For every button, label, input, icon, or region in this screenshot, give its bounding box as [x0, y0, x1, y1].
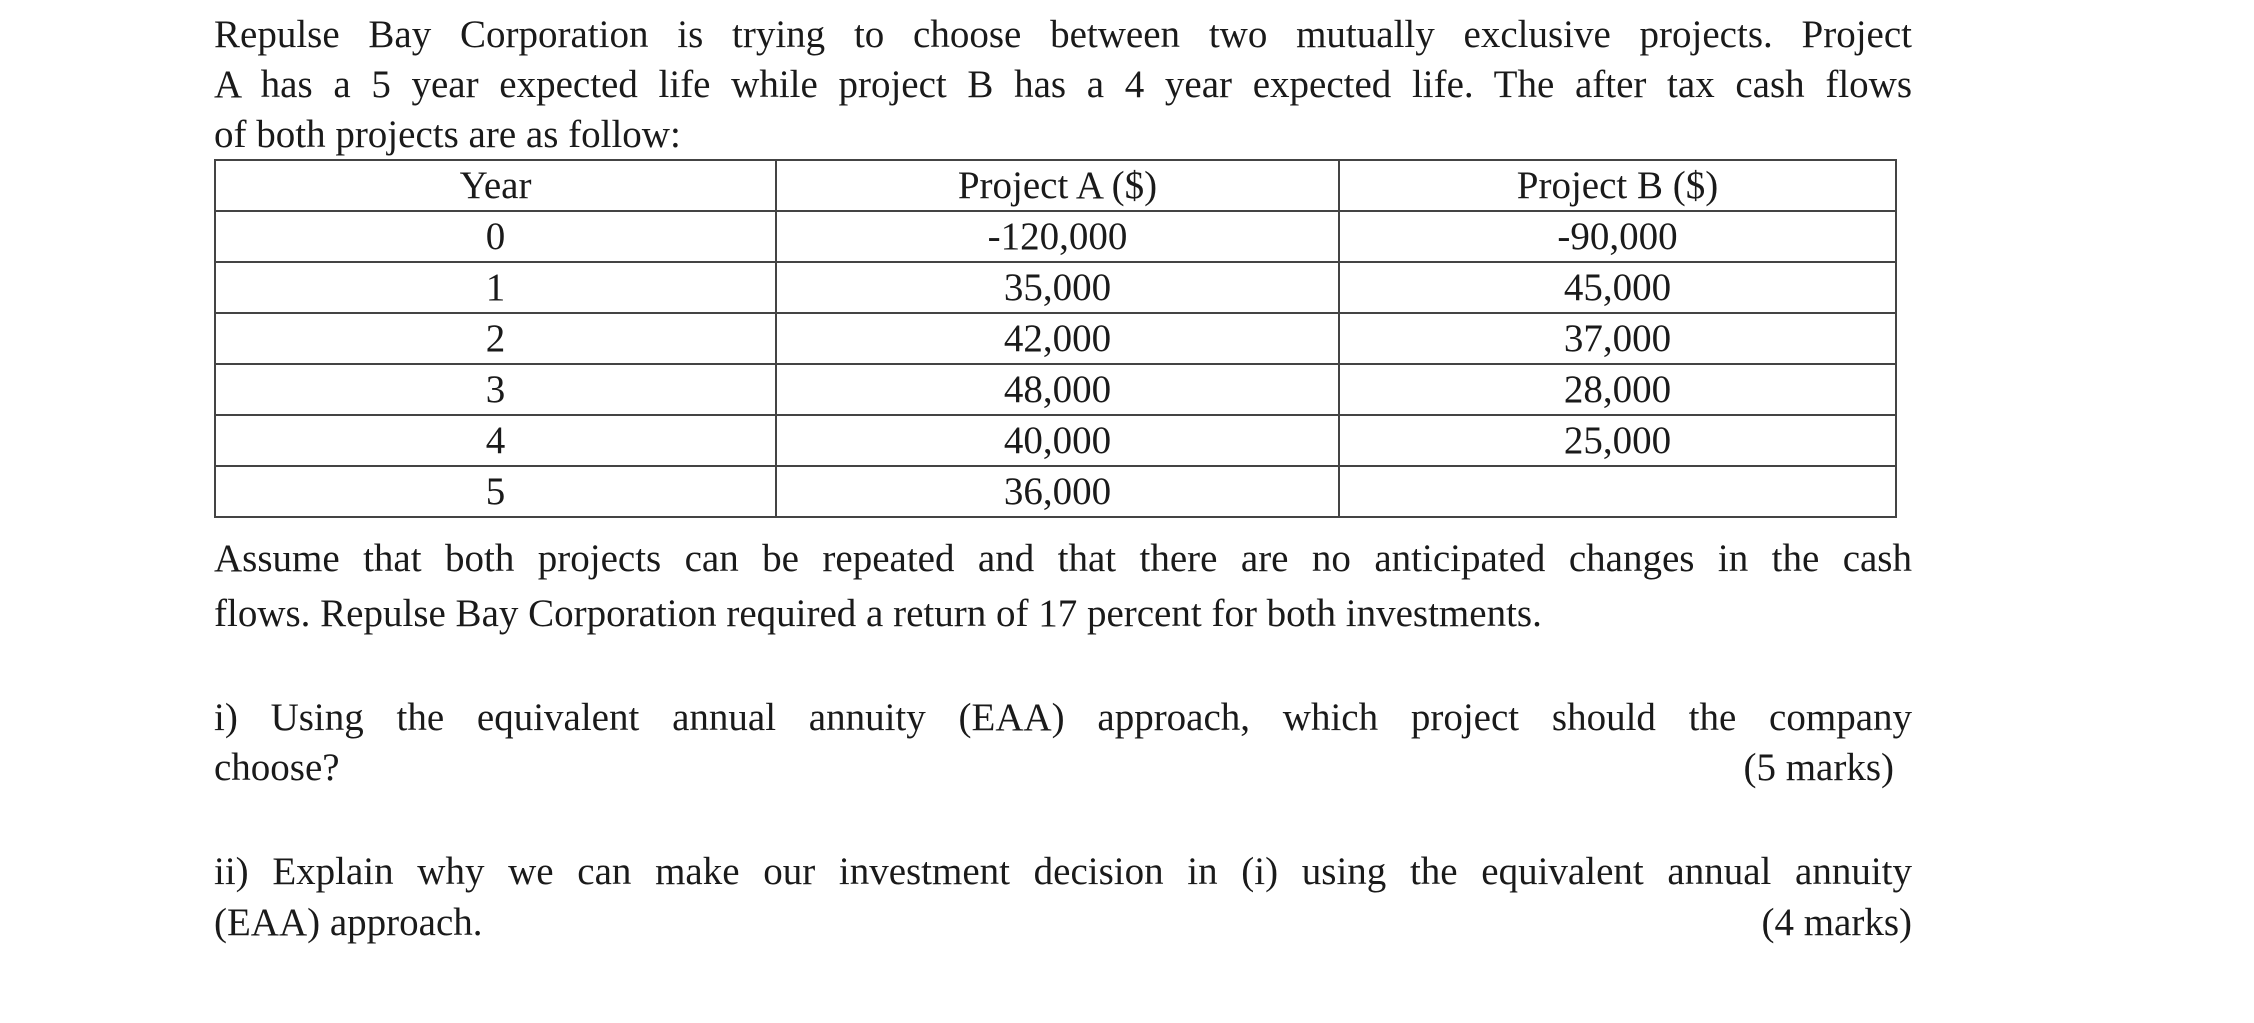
project-a-cell: 48,000 — [776, 364, 1339, 415]
project-a-cell: 36,000 — [776, 466, 1339, 517]
table-row — [215, 466, 1896, 517]
project-b-cell: 45,000 — [1339, 262, 1896, 313]
project-a-cell: -120,000 — [776, 211, 1339, 262]
assumption-line-1: Assume that both projects can be repeated and that there are no anticipated changes in the cash — [214, 537, 1912, 580]
project-b-cell: 37,000 — [1339, 313, 1896, 364]
year-cell: 2 — [215, 313, 776, 364]
table-row — [215, 364, 1896, 415]
intro-line-1: Repulse Bay Corporation is trying to choose between two mutually exclusive projects. Project — [214, 13, 1912, 56]
question-2-marks: (4 marks) — [1761, 901, 1912, 944]
year-cell: 4 — [215, 415, 776, 466]
question-1-line-2: choose? — [214, 746, 340, 789]
assumption-line-2: flows. Repulse Bay Corporation required a return of 17 percent for both investments. — [214, 592, 1542, 635]
table-row — [215, 415, 1896, 466]
project-b-cell: 25,000 — [1339, 415, 1896, 466]
table-row — [215, 262, 1896, 313]
question-2-line-2: (EAA) approach. — [214, 901, 483, 944]
intro-line-3: of both projects are as follow: — [214, 113, 681, 156]
header-project-b: Project B ($) — [1339, 160, 1896, 211]
year-cell: 0 — [215, 211, 776, 262]
year-cell: 3 — [215, 364, 776, 415]
header-project-a: Project A ($) — [776, 160, 1339, 211]
project-a-cell: 40,000 — [776, 415, 1339, 466]
question-1-line-1: i) Using the equivalent annual annuity (EAA) approach, which project should the company — [214, 696, 1912, 739]
project-b-cell: 28,000 — [1339, 364, 1896, 415]
table-header-row — [215, 160, 1896, 211]
project-a-cell: 35,000 — [776, 262, 1339, 313]
project-b-cell: -90,000 — [1339, 211, 1896, 262]
table-row — [215, 211, 1896, 262]
header-year: Year — [215, 160, 776, 211]
cash-flow-table — [214, 159, 1897, 518]
year-cell: 1 — [215, 262, 776, 313]
project-a-cell: 42,000 — [776, 313, 1339, 364]
year-cell: 5 — [215, 466, 776, 517]
table-row — [215, 313, 1896, 364]
project-b-cell — [1339, 466, 1896, 517]
question-1-marks: (5 marks) — [1743, 746, 1894, 789]
intro-line-2: A has a 5 year expected life while project B has a 4 year expected life. The after tax cash flows — [214, 63, 1912, 106]
question-2-line-1: ii) Explain why we can make our investment decision in (i) using the equivalent annual annuity — [214, 850, 1912, 893]
